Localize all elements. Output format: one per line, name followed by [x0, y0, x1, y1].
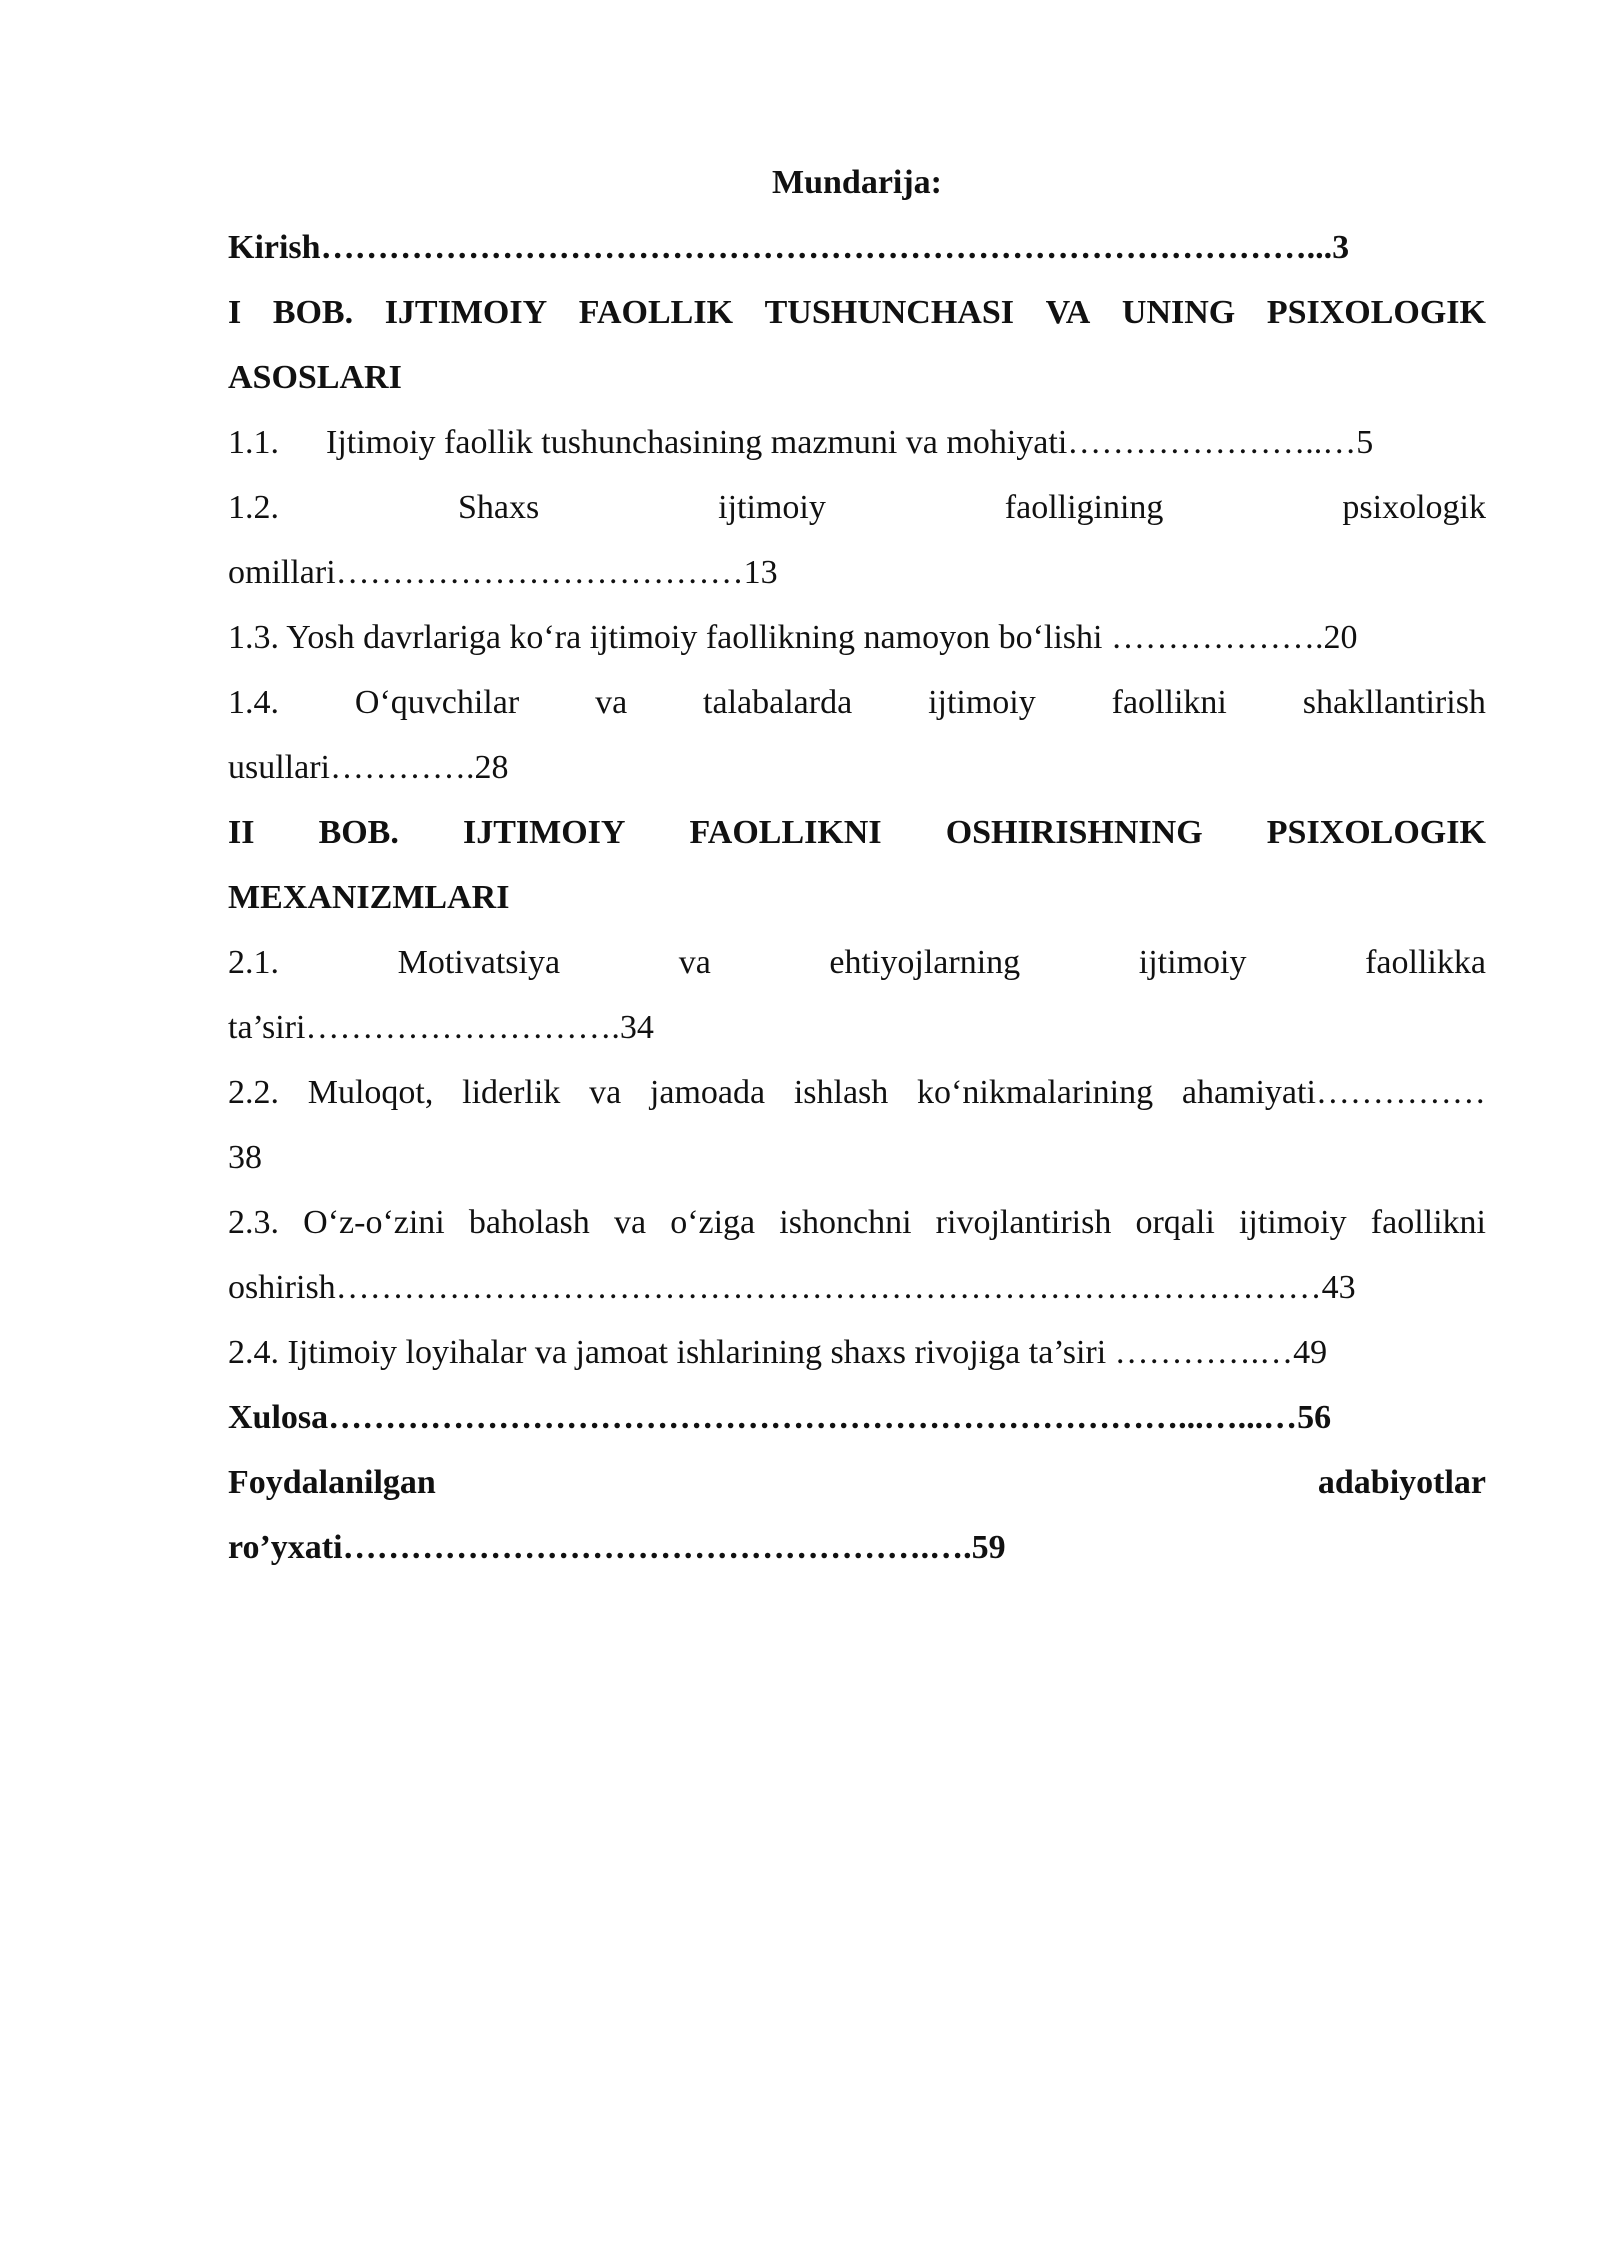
- toc-chapter-1-line-1: [228, 280, 1486, 345]
- toc-title: Mundarija:: [772, 164, 942, 201]
- toc-entry-1-1: [228, 410, 1486, 475]
- word: BOB.: [318, 814, 399, 851]
- word: 2.3.: [228, 1204, 279, 1241]
- word: PSIXOLOGIK: [1266, 814, 1486, 851]
- word: ijtimoiy: [1138, 944, 1247, 981]
- word: ehtiyojlarning: [829, 944, 1021, 981]
- toc-entry-2-3-line-1: [228, 1190, 1486, 1255]
- word: va: [613, 1204, 647, 1241]
- toc-chapter-1-line-2: ASOSLARI: [228, 359, 402, 396]
- word: IJTIMOIY: [384, 294, 548, 331]
- toc-entry-2-1-line-2: ta’siri……………………….34: [228, 1009, 654, 1046]
- word: faolligining: [1004, 489, 1164, 526]
- toc-entry-references-line-2: ro’yxati…………………………………………….….59: [228, 1529, 1006, 1566]
- word: va: [678, 944, 711, 981]
- word: va: [589, 1074, 622, 1111]
- word: shakllantirish: [1302, 684, 1486, 721]
- word: jamoada: [649, 1074, 766, 1111]
- word: ahamiyati……………: [1181, 1074, 1486, 1111]
- toc-entry-2-4: 2.4. Ijtimoiy loyihalar va jamoat ishlarining shaxs rivojiga ta’siri ………….…49: [228, 1334, 1328, 1371]
- word: O‘z-o‘zini: [303, 1204, 445, 1241]
- word: 2.2.: [228, 1074, 279, 1111]
- word: faollikni: [1111, 684, 1227, 721]
- word: FAOLLIK: [578, 294, 734, 331]
- word: psixologik: [1342, 489, 1486, 526]
- word: Motivatsiya: [397, 944, 561, 981]
- word: ko‘nikmalarining: [917, 1074, 1154, 1111]
- toc-entry-1-2-line-2: omillari………………………………13: [228, 554, 778, 591]
- word: I: [228, 294, 242, 331]
- table-of-contents: [228, 150, 1486, 1580]
- word: TUSHUNCHASI: [764, 294, 1014, 331]
- word: UNING: [1121, 294, 1236, 331]
- section-number: 1.1.: [228, 424, 279, 461]
- toc-entry-1-2-line-1: [228, 475, 1486, 540]
- word: ijtimoiy: [928, 684, 1036, 721]
- toc-entry-1-4-line-1: [228, 670, 1486, 735]
- toc-entry-1-3: 1.3. Yosh davrlariga ko‘ra ijtimoiy faollikning namoyon bo‘lishi ……………….20: [228, 619, 1358, 656]
- word: FAOLLIKNI: [689, 814, 882, 851]
- word: VA: [1045, 294, 1091, 331]
- word: orqali: [1135, 1204, 1215, 1241]
- word: talabalarda: [703, 684, 853, 721]
- word: ishonchni: [779, 1204, 912, 1241]
- toc-entry-2-3-line-2: oshirish……………………………………………………………………………43: [228, 1269, 1356, 1306]
- toc-chapter-2-line-2: MEXANIZMLARI: [228, 879, 510, 916]
- toc-chapter-2-line-1: [228, 800, 1486, 865]
- word: Shaxs: [457, 489, 540, 526]
- word: O‘quvchilar: [354, 684, 520, 721]
- word: liderlik: [462, 1074, 561, 1111]
- word: 1.2.: [228, 489, 279, 526]
- word: o‘ziga: [670, 1204, 756, 1241]
- word: baholash: [468, 1204, 590, 1241]
- word: faollikka: [1365, 944, 1486, 981]
- word: faollikni: [1370, 1204, 1486, 1241]
- word: ishlash: [793, 1074, 889, 1111]
- word: BOB.: [272, 294, 354, 331]
- toc-entry-2-2-line-1: [228, 1060, 1486, 1125]
- word: 1.4.: [228, 684, 279, 721]
- toc-entry-2-2-line-2: 38: [228, 1139, 262, 1176]
- word: OSHIRISHNING: [945, 814, 1203, 851]
- word: PSIXOLOGIK: [1266, 294, 1486, 331]
- word: va: [595, 684, 628, 721]
- word: 2.1.: [228, 944, 279, 981]
- toc-entry-kirish: Kirish……………………………………………………………………………...3: [228, 229, 1350, 266]
- toc-entry-xulosa: Xulosa…………………………………………………………………...…...…56: [228, 1399, 1332, 1436]
- word: adabiyotlar: [1317, 1464, 1486, 1501]
- word: ijtimoiy: [1238, 1204, 1347, 1241]
- word: II: [228, 814, 255, 851]
- toc-entry-1-4-line-2: usullari………….28: [228, 749, 509, 786]
- word: Muloqot,: [307, 1074, 434, 1111]
- toc-entry-2-1-line-1: [228, 930, 1486, 995]
- word: ijtimoiy: [718, 489, 826, 526]
- word: IJTIMOIY: [462, 814, 626, 851]
- word: rivojlantirish: [935, 1204, 1112, 1241]
- toc-entry-references-line-1: [228, 1450, 1486, 1515]
- word: Foydalanilgan: [228, 1464, 436, 1501]
- section-text: Ijtimoiy faollik tushunchasining mazmuni va mohiyati…………………..…5: [326, 424, 1374, 461]
